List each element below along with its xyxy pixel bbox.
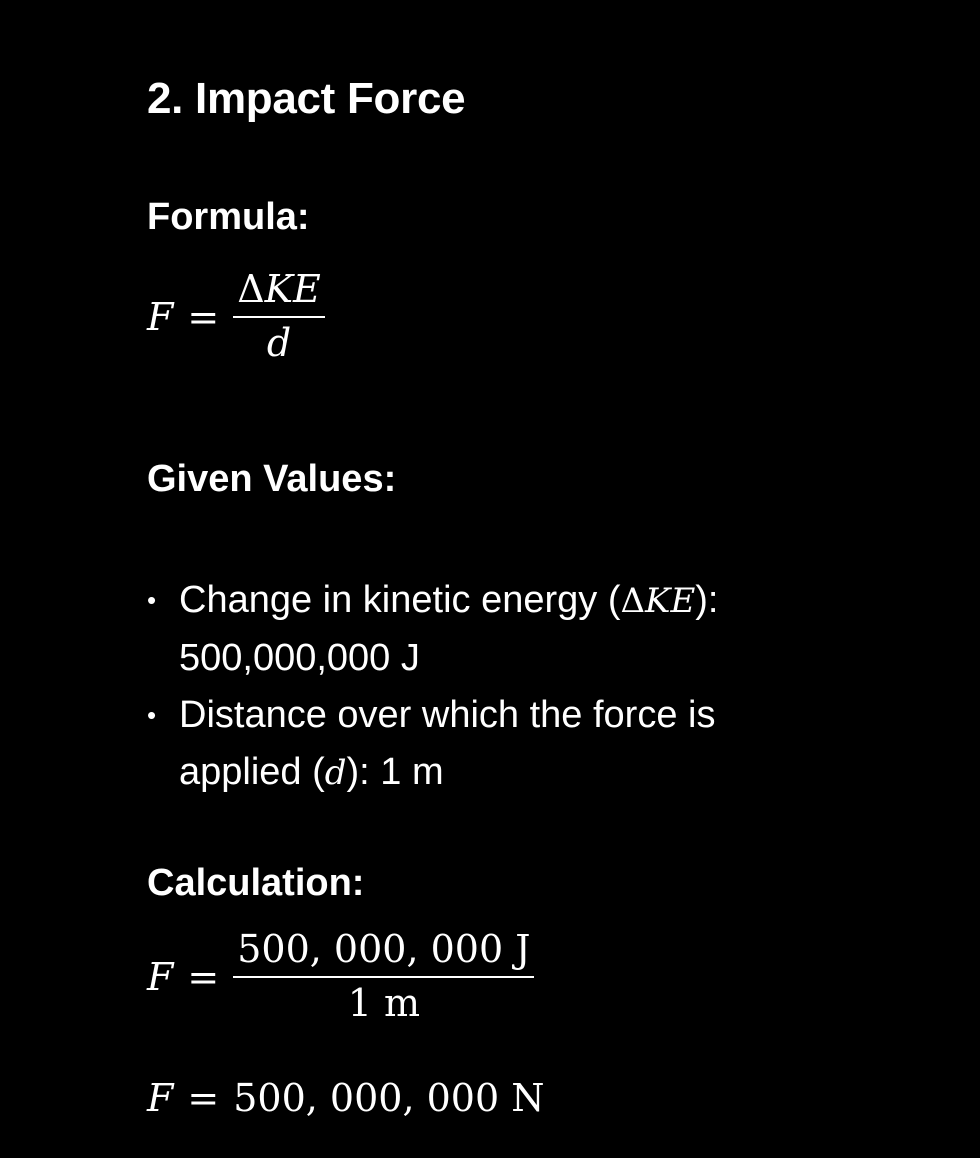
given-values-list bbox=[147, 572, 819, 802]
delta-symbol: Δ bbox=[237, 267, 265, 311]
formula-equation bbox=[147, 267, 325, 365]
formula-equals: = bbox=[187, 294, 220, 339]
given-values-heading: Given Values: bbox=[147, 458, 397, 500]
formula-denominator: d bbox=[233, 316, 325, 364]
section-title: 2. Impact Force bbox=[147, 74, 466, 123]
calc1-fraction bbox=[233, 927, 534, 1025]
calc2-equals: = bbox=[187, 1076, 220, 1120]
formula-lhs: F bbox=[147, 294, 174, 339]
given-item-value: 500,000,000 J bbox=[179, 637, 420, 679]
calculation-step-1 bbox=[147, 927, 534, 1025]
given-item-math: d bbox=[324, 753, 347, 793]
calculation-step-2 bbox=[147, 1076, 544, 1120]
given-item-text: Change in kinetic energy ( bbox=[179, 579, 621, 621]
given-item-text: Distance over which the force is applied ( bbox=[179, 694, 716, 793]
calc1-lhs: F bbox=[147, 954, 174, 999]
list-item: • Change in kinetic energy (ΔKE): 500,000,000 J bbox=[147, 572, 819, 687]
formula-numerator bbox=[233, 267, 325, 316]
calc1-numerator: 500, 000, 000 J bbox=[237, 927, 531, 971]
bullet-icon: • bbox=[147, 585, 157, 615]
calc2-result: 500, 000, 000 N bbox=[233, 1076, 545, 1120]
formula-heading: Formula: bbox=[147, 196, 310, 238]
list-item: • Distance over which the force is applied (d): 1 m bbox=[147, 687, 819, 802]
kinetic-energy-symbol: KE bbox=[264, 267, 321, 311]
bullet-icon: • bbox=[147, 700, 157, 730]
calc1-equals: = bbox=[187, 954, 220, 999]
calc2-lhs: F bbox=[147, 1076, 174, 1120]
formula-fraction bbox=[233, 267, 325, 365]
calc1-denominator: 1 m bbox=[233, 976, 534, 1024]
calculation-heading: Calculation: bbox=[147, 862, 365, 904]
given-item-math: ΔKE bbox=[620, 581, 696, 621]
